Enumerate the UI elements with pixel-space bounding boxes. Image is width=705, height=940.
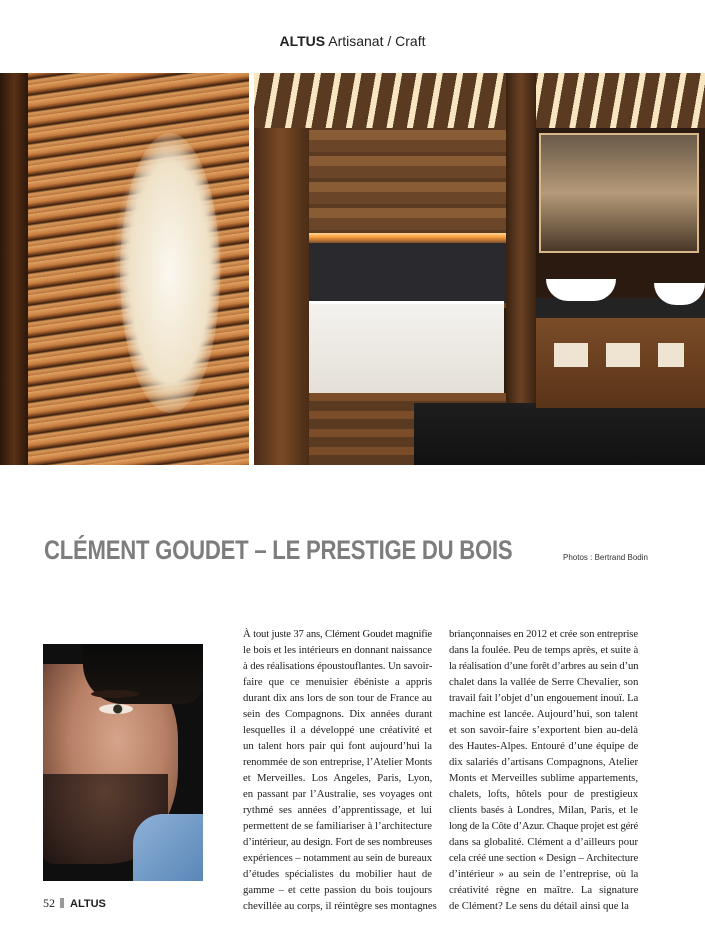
photo-wooden-bathroom: [254, 73, 705, 465]
photo-credit: Photos : Bertrand Bodin: [563, 553, 648, 562]
text-line: long de la Côte d’Azur. Chaque projet est géré: [449, 820, 638, 832]
text-line: cela créé une section « Design – Architecture: [449, 852, 639, 864]
header-brand: ALTUS: [279, 33, 326, 49]
text-line: Monts et Merveilles sublime appartements,: [449, 772, 638, 784]
text-line: chevillée au corps, il réintègre ses montagnes: [243, 900, 437, 912]
text-line: à des réalisations époustouflantes. Un savoir-: [243, 660, 433, 672]
text-line: À tout juste 37 ans, Clément Goudet magnifie: [243, 628, 432, 640]
article-column-1: [243, 626, 437, 914]
text-line: de Clément? Le sens du détail ainsi que la: [449, 900, 629, 912]
text-line: chalets, lofts, hôtels pour de prestigieux: [449, 788, 639, 800]
text-line: la réalisation d’une forêt d’arbres au sein d’un: [449, 660, 639, 672]
photo-wood-slat-wall: [0, 73, 249, 465]
text-line: le bois et les intérieurs en donnant naissance: [243, 644, 432, 656]
text-line: durant dix ans lors de son tour de France au: [243, 692, 432, 704]
text-line: et son savoir-faire s’exportent bien au-delà: [449, 724, 638, 736]
text-line: un talent hors pair qui font aujourd’hui la: [243, 740, 432, 752]
text-line: permettent de se familiariser à l’architecture: [243, 820, 433, 832]
page-number: 52: [43, 896, 55, 910]
text-line: rythmé ses années d’apprentissage, et lui: [243, 804, 432, 816]
text-line: lesquelles il a développé une créativité et: [243, 724, 432, 736]
text-line: chalet dans la vallée de Serre Chevalier, son: [449, 676, 639, 688]
text-line: des Hautes-Alpes. Entouré d’une équipe de: [449, 740, 639, 752]
footer-magazine: ALTUS: [70, 898, 106, 910]
text-line: travail fait l’objet d’un engouement inouï. La: [449, 692, 639, 704]
text-line: d’intérieur » au sein de l’entreprise, où la: [449, 868, 639, 880]
page-footer: [43, 896, 106, 911]
text-line: d’études spécialistes du mobilier haut de: [243, 868, 432, 880]
text-line: en passant par l’Australie, ses voyages ont: [243, 788, 433, 800]
article-column-2: [449, 626, 638, 914]
text-line: gamme – et cette passion du bois toujours: [243, 884, 432, 896]
text-line: créativité règne en maître. La signature: [449, 884, 639, 896]
text-line: dans la foulée. Peu de temps après, et suite à: [449, 644, 639, 656]
running-header: [0, 33, 705, 49]
text-line: machine est lancée. Aujourd’hui, son talent: [449, 708, 638, 720]
text-line: d’intérieur, au design. Fort de ses nombreuses: [243, 836, 433, 848]
text-line: faire que ce menuisier ébéniste a appris: [243, 676, 432, 688]
article-title: CLÉMENT GOUDET – LE PRESTIGE DU BOIS: [44, 535, 513, 565]
text-line: dans sa globalité. Clément a d’ailleurs pour: [449, 836, 638, 848]
text-line: renommée de son entreprise, l’Atelier Monts: [243, 756, 432, 768]
text-line: et Merveilles. Los Angeles, Paris, Lyon,: [243, 772, 433, 784]
text-line: sein des Compagnons. Dix années durant: [243, 708, 433, 720]
text-line: dix salariés d’artisans Compagnons, Atelier: [449, 756, 639, 768]
text-line: briançonnaises en 2012 et crée son entreprise: [449, 628, 638, 640]
text-line: expériences – notamment au sein de bureaux: [243, 852, 432, 864]
photo-portrait: [43, 644, 203, 881]
header-section: Artisanat / Craft: [328, 33, 426, 49]
text-line: clients basés à Londres, Milan, Paris, et le: [449, 804, 638, 816]
